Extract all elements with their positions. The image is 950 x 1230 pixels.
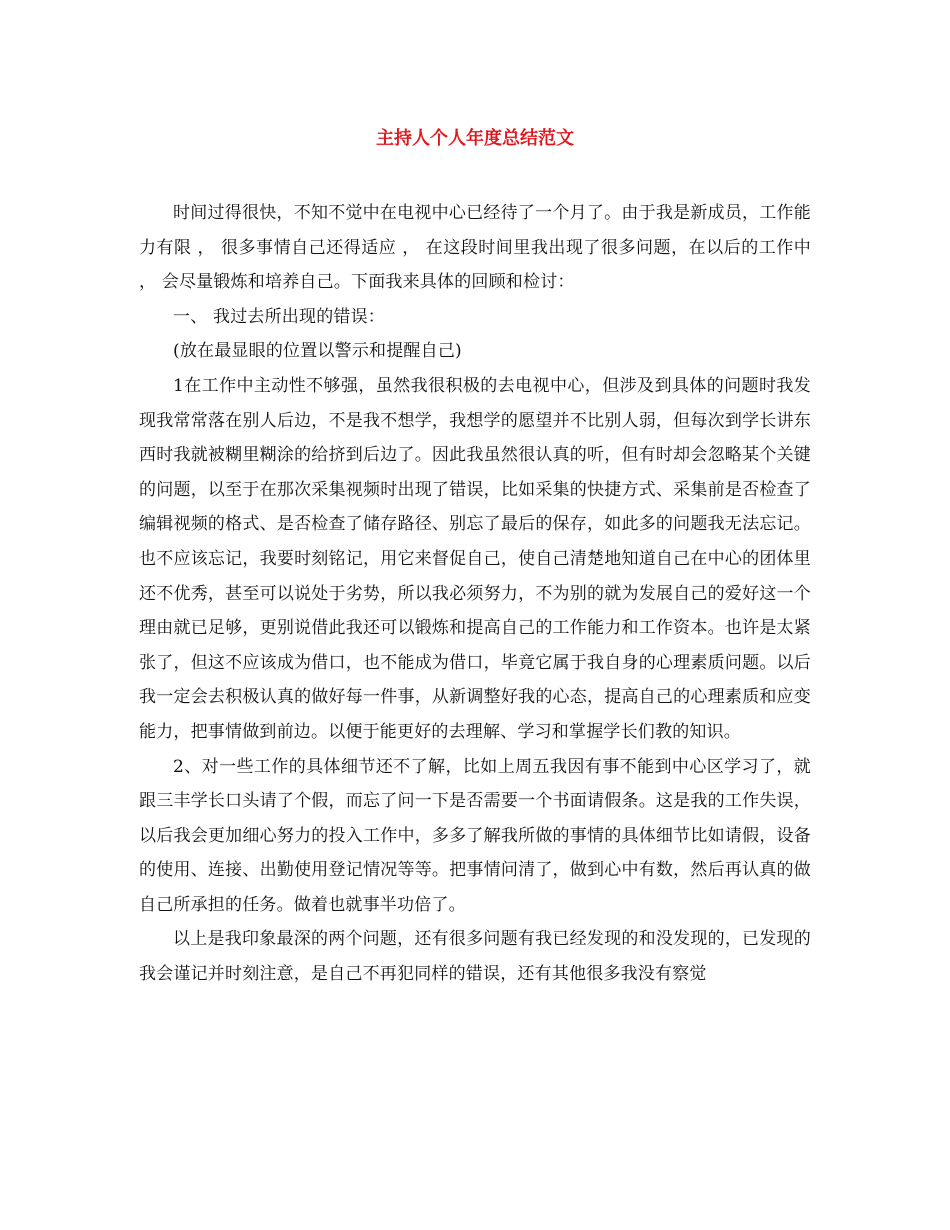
- document-body: [139, 196, 811, 992]
- paragraph-note: (放在最显眼的位置以警示和提醒自己): [173, 341, 462, 362]
- paragraph-summary: 以上是我印象最深的两个问题，还有很多问题有我已经发现的和没发现的，已发现的我会谨记并时刻注意，是自己不再犯同样的错误，还有其他很多我没有察觉: [139, 929, 811, 985]
- paragraph-point-1: 1在工作中主动性不够强，虽然我很积极的去电视中心，但涉及到具体的问题时我发现我常常落在别人后边，不是我不想学，我想学的愿望并不比别人弱，但每次到学长讲东西时我就被糊里糊涂的给挤到后边了。因此我虽然很认真的听，但有时却会忽略某个关键的问题，以至于在那次采集视频时出现了错误，比如采集的快捷方式、采集前是否检查了编辑视频的格式、是否检查了储存路径、别忘了最后的保存，如此多的问题我无法忘记。也不应该忘记，我要时刻铭记，用它来督促自己，使自己清楚地知道自己在中心的团体里还不优秀，甚至可以说处于劣势，所以我必须努力，不为别的就为发展自己的爱好这一个理由就已足够，更别说借此我还可以锻炼和提高自己的工作能力和工作资本。也许是太紧张了，但这不应该成为借口，也不能成为借口，毕竟它属于我自身的心理素质问题。以后我一定会去积极认真的做好每一件事，从新调整好我的心态，提高自己的心理素质和应变能力，把事情做到前边。以便于能更好的去理解、学习和掌握学长们教的知识。: [139, 375, 811, 742]
- paragraph-section-heading: 一、 我过去所出现的错误：: [173, 306, 386, 327]
- paragraph-intro: 时间过得很快，不知不觉中在电视中心已经待了一个月了。由于我是新成员，工作能力有限 ， 很多事情自己还得适应 ， 在这段时间里我出现了很多问题，在以后的工作中 ， 会尽量锻炼和培养自己。下面我来具体的回顾和检讨：: [139, 203, 811, 293]
- document-title: 主持人个人年度总结范文: [376, 128, 574, 149]
- paragraph-point-2: 2、对一些工作的具体细节还不了解，比如上周五我因有事不能到中心区学习了，就跟三丰学长口头请了个假，而忘了问一下是否需要一个书面请假条。这是我的工作失误，以后我会更加细心努力的投入工作中，多多了解我所做的事情的具体细节比如请假，设备的使用、连接、出勤使用登记情况等等。把事情问清了，做到心中有数，然后再认真的做自己所承担的任务。做着也就事半功倍了。: [139, 756, 811, 915]
